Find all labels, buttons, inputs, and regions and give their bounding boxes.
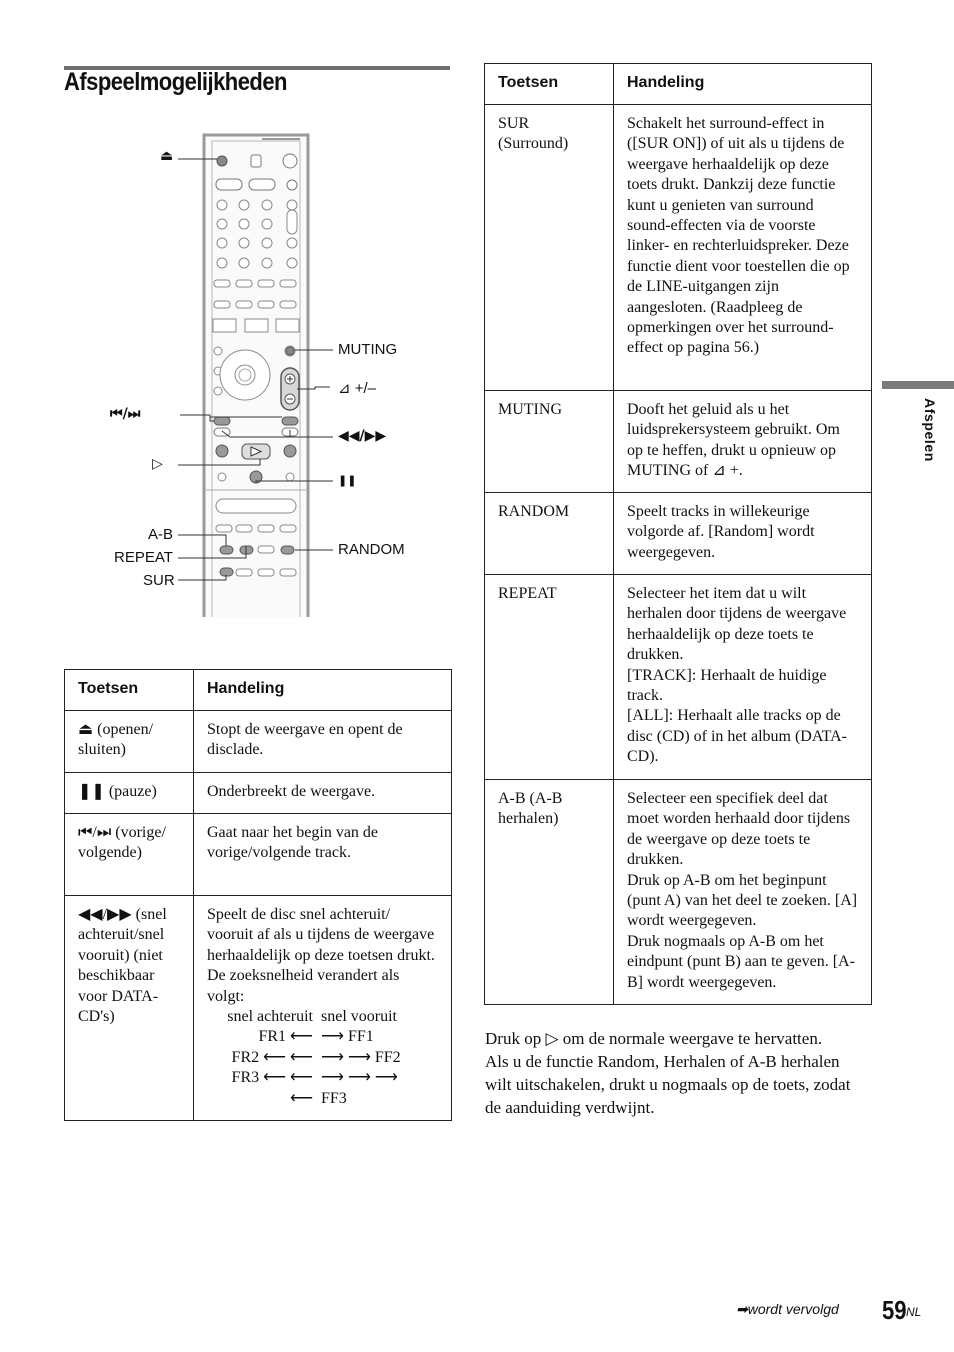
page-title: Afspeelmogelijkheden: [64, 68, 287, 96]
action-cell: [614, 780, 872, 1005]
table-row: [485, 493, 872, 575]
action-cell: Stopt de weergave en opent de disclade.: [194, 711, 452, 773]
action-cell: Gaat naar het begin van de vorige/volgende track.: [194, 814, 452, 896]
pause-label: ❚❚: [338, 474, 357, 487]
muting-label: MUTING: [338, 341, 398, 358]
resume-line: [485, 1027, 865, 1050]
side-tab-label: Afspelen: [922, 398, 938, 462]
key-cell: ◀◀/▶▶ (snel achteruit/snel vooruit) (niet beschikbaar voor DATA-CD's): [65, 896, 194, 1121]
rew-ff-label: ◀◀/▶▶: [338, 428, 387, 444]
column-header-action: Handeling: [614, 64, 872, 105]
speed-head-right: snel vooruit: [321, 1008, 397, 1026]
key-cell: ❚❚ (pauze): [65, 773, 194, 814]
cancel-line: Als u de functie Random, Herhalen of A-B herhalen wilt uitschakelen, drukt u nogmaals op de toets, zodat de aanduiding verdwijnt.: [485, 1052, 851, 1117]
action-cell: Speelt tracks in willekeurige volgorde af. [Random] wordt weergegeven.: [614, 493, 872, 575]
note-text: om de normale weergave te hervatten.: [562, 1029, 823, 1048]
speed-left: FR3 ⟵ ⟵ ⟵: [231, 1069, 313, 1107]
buttons-table-right: [484, 63, 872, 1005]
key-cell: ⏏ (openen/ sluiten): [65, 711, 194, 773]
sur-label: SUR: [143, 572, 175, 589]
key-cell: SUR (Surround): [485, 105, 614, 391]
key-cell: REPEAT: [485, 575, 614, 780]
note-text: Druk op: [485, 1029, 542, 1048]
eject-label: ⏏: [160, 148, 174, 164]
action-cell: [194, 896, 452, 1121]
speed-table: [209, 1007, 438, 1109]
action-text: Selecteer een specifiek deel dat moet worden herhaald door tijdens de weergave op deze toets te drukken.: [627, 790, 851, 869]
action-text: [TRACK]: Herhaalt de huidige track.: [627, 666, 827, 705]
key-cell: RANDOM: [485, 493, 614, 575]
side-tab-bar: [882, 381, 954, 389]
table-row: [485, 105, 872, 391]
action-cell: Schakelt het surround-effect in ([SUR ON]) of uit als u tijdens de weergave herhaaldelijk op deze toets drukt. Dankzij deze functie kunt u genieten van surround sound-effecten via de voorste linker- en rechterluidspreker. Deze functie dient voor toestellen die op de LINE-uitgangen zijn aangesloten. (Raadpleeg de opmerkingen over het surround-effect op pagina 56.): [614, 105, 872, 391]
column-header-keys: Toetsen: [485, 64, 614, 105]
action-text: Druk nogmaals op A-B om het eindpunt (punt B) aan te geven. [A-B] wordt weergegeven.: [627, 932, 855, 991]
table-row: [65, 711, 452, 773]
table-row: [65, 814, 452, 896]
action-text: Druk op A-B om het beginpunt (punt A) van het deel te zoeken. [A] wordt weergegeven.: [627, 871, 858, 930]
table-row: [485, 780, 872, 1005]
random-label: RANDOM: [338, 541, 405, 558]
volume-label: ⊿ +/–: [338, 380, 377, 397]
column-header-keys: Toetsen: [65, 670, 194, 711]
action-text: De zoeksnelheid verandert als volgt:: [207, 967, 400, 1005]
prev-next-label: ⏮/⏭: [110, 406, 141, 422]
speed-left: FR2 ⟵ ⟵: [231, 1048, 313, 1066]
play-icon: ▷: [545, 1029, 559, 1048]
resume-note: [485, 1027, 865, 1119]
table-row: [485, 391, 872, 493]
table-row: [485, 575, 872, 780]
action-cell: Onderbreekt de weergave.: [194, 773, 452, 814]
page-number: 59: [882, 1295, 907, 1325]
table-row: [65, 896, 452, 1121]
key-cell: A-B (A-B herhalen): [485, 780, 614, 1005]
speed-right: ⟶ FF1: [321, 1028, 374, 1046]
action-text: Selecteer het item dat u wilt herhalen door tijdens de weergave herhaaldelijk op deze toets te drukken.: [627, 585, 847, 664]
buttons-table-left: [64, 669, 452, 1121]
key-cell: MUTING: [485, 391, 614, 493]
action-text: [ALL]: Herhaalt alle tracks op de disc (CD) of in het album (DATA-CD).: [627, 707, 848, 766]
repeat-label: REPEAT: [114, 549, 173, 566]
speed-left: FR1 ⟵: [258, 1028, 313, 1046]
page-language: NL: [906, 1305, 922, 1319]
continued-note: ➡wordt vervolgd: [736, 1301, 839, 1317]
action-text: Speelt de disc snel achteruit/ vooruit af als u tijdens de weergave herhaaldelijk op deze toetsen drukt.: [207, 906, 435, 964]
key-cell: ⏮/⏭ (vorige/ volgende): [65, 814, 194, 896]
speed-right: ⟶ ⟶ FF2: [321, 1048, 401, 1066]
action-cell: [614, 575, 872, 780]
ab-label: A-B: [148, 526, 174, 543]
action-cell: Dooft het geluid als u het luidsprekersysteem gebruikt. Om op te heffen, drukt u opnieuw op MUTING of ⊿ +.: [614, 391, 872, 493]
speed-right: ⟶ ⟶ ⟶ FF3: [321, 1069, 398, 1107]
speed-head-left: snel achteruit: [227, 1008, 313, 1026]
remote-control-illustration: [150, 125, 460, 625]
play-label: ▷: [152, 456, 163, 472]
table-row: [65, 773, 452, 814]
column-header-action: Handeling: [194, 670, 452, 711]
